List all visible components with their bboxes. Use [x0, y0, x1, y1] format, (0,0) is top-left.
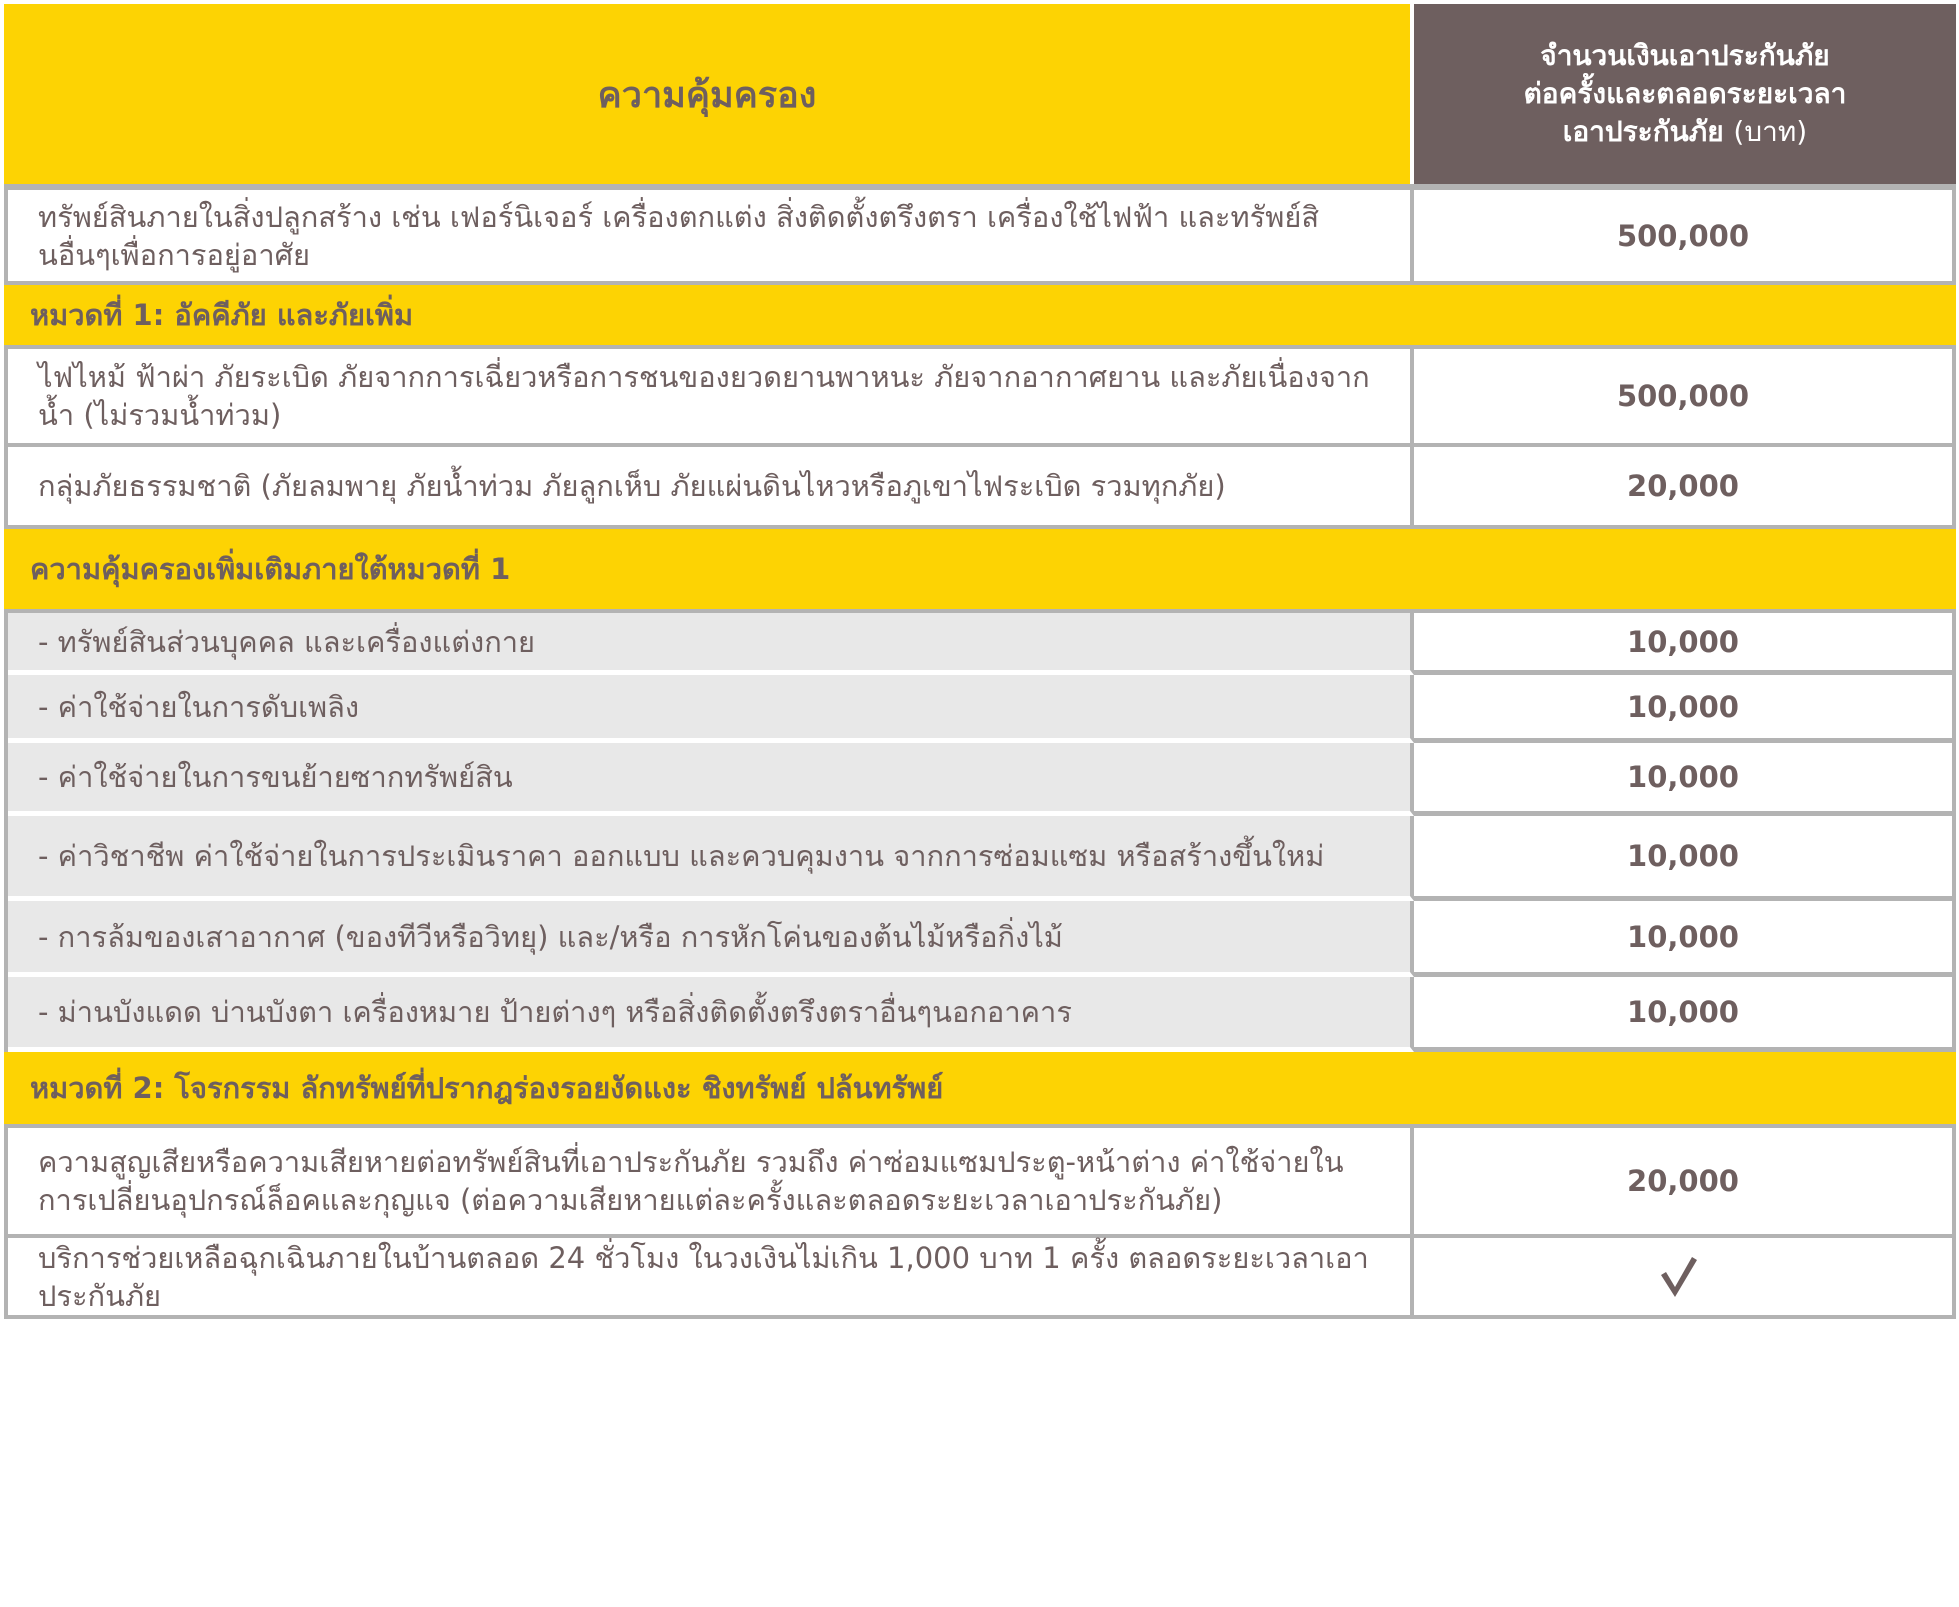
row-check — [1414, 1238, 1952, 1315]
sub-row — [4, 816, 1956, 901]
table-header — [4, 4, 1956, 184]
sub-row-amount: 10,000 — [1414, 743, 1952, 816]
row-label: ทรัพย์สินภายในสิ่งปลูกสร้าง เช่น เฟอร์นิเจอร์ เครื่องตกแต่ง สิ่งติดตั้งตรึงตรา เครื่องใช้ไฟฟ้า และทรัพย์สินอื่นๆเพื่อการอยู่อาศัย — [8, 190, 1414, 281]
row-amount: 500,000 — [1414, 349, 1952, 443]
sum-insured-line3: เอาประกันภัย — [1562, 115, 1724, 148]
sub-row-label: - การล้มของเสาอากาศ (ของทีวีหรือวิทยุ) และ/หรือ การหักโค่นของต้นไม้หรือกิ่งไม้ — [8, 901, 1414, 977]
sub-row-amount: 10,000 — [1414, 675, 1952, 743]
sub-row — [4, 977, 1956, 1052]
sub-row-amount: 10,000 — [1414, 977, 1952, 1052]
sub-row-label: - ค่าวิชาชีพ ค่าใช้จ่ายในการประเมินราคา ออกแบบ และควบคุมงาน จากการซ่อมแซม หรือสร้างขึ้นใหม่ — [8, 816, 1414, 901]
sum-insured-unit: (บาท) — [1733, 115, 1808, 148]
sum-insured-line2: ต่อครั้งและตลอดระยะเวลา — [1523, 77, 1847, 110]
row-amount: 500,000 — [1414, 190, 1952, 281]
coverage-column-header: ความคุ้มครอง — [4, 4, 1414, 184]
category-1-header: หมวดที่ 1: อัคคีภัย และภัยเพิ่ม — [4, 285, 1956, 345]
sub-row — [4, 901, 1956, 977]
sub-row-amount: 10,000 — [1414, 901, 1952, 977]
sub-row-amount: 10,000 — [1414, 816, 1952, 901]
row-label: กลุ่มภัยธรรมชาติ (ภัยลมพายุ ภัยน้ำท่วม ภัยลูกเห็บ ภัยแผ่นดินไหวหรือภูเขาไฟระเบิด รวมทุกภัย) — [8, 447, 1414, 525]
table-row — [4, 1238, 1956, 1319]
sum-insured-line3-wrap — [1563, 113, 1807, 151]
sub-row-label: - ม่านบังแดด บ่านบังตา เครื่องหมาย ป้ายต่างๆ หรือสิ่งติดตั้งตรึงตราอื่นๆนอกอาคาร — [8, 977, 1414, 1052]
sub-row — [4, 675, 1956, 743]
sub-row-label: - ค่าใช้จ่ายในการขนย้ายซากทรัพย์สิน — [8, 743, 1414, 816]
row-amount: 20,000 — [1414, 1128, 1952, 1234]
check-icon — [1657, 1251, 1709, 1303]
category-2-header: หมวดที่ 2: โจรกรรม ลักทรัพย์ที่ปรากฎร่องรอยงัดแงะ ชิงทรัพย์ ปล้นทรัพย์ — [4, 1052, 1956, 1124]
row-label: บริการช่วยเหลือฉุกเฉินภายในบ้านตลอด 24 ชั่วโมง ในวงเงินไม่เกิน 1,000 บาท 1 ครั้ง ตลอดระยะเวลาเอาประกันภัย — [8, 1238, 1414, 1315]
row-amount: 20,000 — [1414, 447, 1952, 525]
coverage-table — [4, 4, 1956, 1319]
table-row — [4, 345, 1956, 447]
table-row — [4, 184, 1956, 285]
row-label: ไฟไหม้ ฟ้าผ่า ภัยระเบิด ภัยจากการเฉี่ยวหรือการชนของยวดยานพาหนะ ภัยจากอากาศยาน และภัยเนื่องจากน้ำ (ไม่รวมน้ำท่วม) — [8, 349, 1414, 443]
sub-row-label: - ค่าใช้จ่ายในการดับเพลิง — [8, 675, 1414, 743]
additional-coverage-header: ความคุ้มครองเพิ่มเติมภายใต้หมวดที่ 1 — [4, 529, 1956, 609]
sub-row — [4, 609, 1956, 675]
sum-insured-column-header — [1414, 4, 1956, 184]
table-row — [4, 1124, 1956, 1238]
sub-row-amount: 10,000 — [1414, 613, 1952, 675]
table-row — [4, 447, 1956, 529]
row-label: ความสูญเสียหรือความเสียหายต่อทรัพย์สินที่เอาประกันภัย รวมถึง ค่าซ่อมแซมประตู-หน้าต่าง ค่าใช้จ่ายในการเปลี่ยนอุปกรณ์ล็อคและกุญแจ (ต่อความเสียหายแต่ละครั้งและตลอดระยะเวลาเอาประกันภัย) — [8, 1128, 1414, 1234]
sub-row — [4, 743, 1956, 816]
sum-insured-line1: จำนวนเงินเอาประกันภัย — [1540, 39, 1830, 72]
sub-row-label: - ทรัพย์สินส่วนบุคคล และเครื่องแต่งกาย — [8, 613, 1414, 675]
